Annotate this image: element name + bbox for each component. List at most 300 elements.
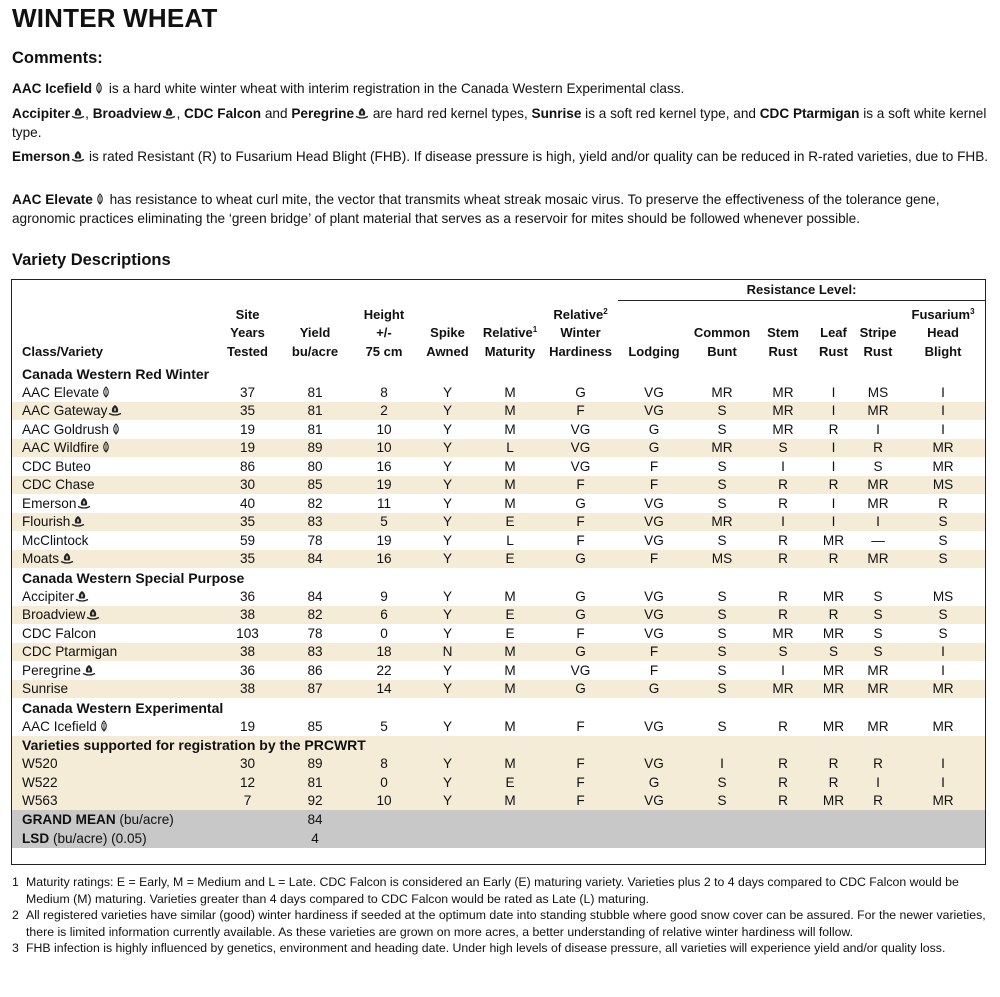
cell-winter-hardiness: F [576,625,585,641]
cell-site-years: 30 [215,476,280,495]
group-header-row [12,698,985,717]
variety-name-cell: AAC Gateway [12,402,215,421]
cell-stem-rust: I [781,662,785,678]
cell-fhb: MR [901,680,985,699]
cell-height: 22 [376,662,392,678]
col-common-bunt: Common Bunt [693,325,751,359]
table-row [12,643,985,662]
cell-height: 19 [376,532,392,548]
cell-common-bunt: I [690,755,754,774]
cell-height: 14 [350,680,418,699]
cell-common-bunt: S [690,680,754,699]
cell-spike-awned: Y [418,550,477,569]
cell-common-bunt: MR [690,439,754,458]
cell-fhb: I [901,643,985,662]
cell-common-bunt: S [717,458,727,474]
table-row [12,550,985,569]
cell-stripe-rust: MR [867,662,889,678]
cell-fhb: I [941,421,945,437]
footnote-2: 2 All registered varieties have similar (good) winter hardiness if seeded at the optimum date into standing stubble where good snow cover can be assured. For the newer varieties, there is limited information currently available. As these varieties are grown on more acres, a better understanding of relative winter hardiness will follow. [12,908,986,939]
group-header-row [12,568,985,587]
pvp-icon [98,720,110,732]
cell-height: 16 [350,550,418,569]
cell-height: 2 [350,402,418,421]
seed-icon [82,664,96,676]
cell-common-bunt: S [690,476,754,495]
cell-fhb: S [901,513,985,532]
pvp-icon [100,441,112,453]
variety-name-cell: CDC Buteo [22,458,91,474]
table-row [12,420,985,439]
cell-spike-awned: Y [442,718,453,734]
cell-yield: 87 [280,680,350,699]
variety-name-cell: AAC Icefield [12,717,215,736]
cell-site-years: 86 [239,458,256,474]
cell-fhb: S [901,606,985,625]
seed-icon [71,148,85,160]
cell-lodging: VG [618,755,690,774]
col-winter-hardiness: Relative$^2$ Winter Hardiness [549,306,612,359]
pvp-icon [94,191,106,203]
cell-yield: 81 [280,773,350,792]
lsd-label: LSD (bu/acre) (0.05) [12,829,215,848]
table-row [12,476,985,495]
cell-winter-hardiness: VG [570,662,591,678]
cell-maturity: M [504,588,516,604]
cell-stem-rust: S [754,439,812,458]
cell-spike-awned: Y [418,476,477,495]
comment-text: , [176,106,185,121]
cell-leaf-rust: I [812,439,855,458]
cell-common-bunt: S [717,588,727,604]
cell-stem-rust: I [754,513,812,532]
col-site-years: Site Years Tested [227,306,268,359]
cell-lodging: VG [644,495,664,511]
comment-text: are hard red kernel types, [369,106,532,121]
cell-stripe-rust: MR [855,476,901,495]
cell-stem-rust: MR [754,402,812,421]
footnote-1: 1 Maturity ratings: E = Early, M = Medium and L = Late. CDC Falcon is considered an Early (E) maturing variety. Varieties plus 2 to 4 days compared to CDC Falcon would be Medium (M) maturing. Varieties greater than 4 days compared to CDC Falcon would be rated as Late (L) maturing. [12,875,959,906]
cell-yield: 85 [280,476,350,495]
resistance-level-header: Resistance Level: [618,280,985,301]
cell-leaf-rust: S [812,643,855,662]
cell-spike-awned: Y [442,625,453,641]
variety-name-cell: Sunrise [12,680,215,699]
comment-paragraph-4 [12,190,992,228]
cell-leaf-rust: R [812,550,855,569]
cell-spike-awned: N [418,643,477,662]
cell-winter-hardiness: VG [543,439,618,458]
cell-leaf-rust: I [831,495,836,511]
cell-stem-rust: R [778,495,788,511]
cell-stem-rust: R [754,550,812,569]
cell-winter-hardiness: G [575,384,586,400]
cell-site-years: 35 [215,513,280,532]
cell-site-years: 7 [215,792,280,811]
table-row [12,494,985,513]
variety-table [12,280,985,848]
variety-name-cell: AAC Elevate [12,383,215,402]
table-row [12,402,985,421]
cell-lodging: G [618,680,690,699]
cell-stem-rust: R [754,606,812,625]
cell-yield: 89 [280,755,350,774]
cell-maturity: M [477,476,543,495]
group-name: Varieties supported for registration by the PRCWRT [12,736,985,755]
cell-maturity: M [477,680,543,699]
cell-common-bunt: S [717,718,727,734]
cell-stripe-rust: MR [855,550,901,569]
grand-mean-row [12,810,985,829]
cell-common-bunt: S [717,625,727,641]
cell-leaf-rust: I [812,402,855,421]
table-row [12,513,985,532]
cell-yield: 81 [280,402,350,421]
cell-maturity: M [477,643,543,662]
cell-leaf-rust: R [812,476,855,495]
cell-common-bunt: S [717,495,727,511]
cell-stem-rust: R [754,476,812,495]
cell-winter-hardiness: F [543,773,618,792]
cell-stem-rust: R [754,755,812,774]
cell-common-bunt: S [717,662,727,678]
seed-icon [60,552,74,564]
variety-name: Broadview [92,106,162,121]
cell-height: 10 [350,792,418,811]
variety-name-cell: W522 [12,773,215,792]
seed-icon [355,105,369,117]
variety-table-frame [11,279,986,865]
variety-name-cell: Peregrine [12,661,215,680]
cell-spike-awned: Y [442,384,453,400]
cell-leaf-rust: MR [822,718,845,734]
cell-winter-hardiness: G [543,680,618,699]
cell-leaf-rust: MR [812,680,855,699]
cell-common-bunt: S [690,773,754,792]
col-maturity: Relative$^1$ Maturity [482,325,538,359]
variety-name: Emerson [12,149,71,164]
cell-height: 8 [350,755,418,774]
cell-lodging: VG [618,513,690,532]
page-title: WINTER WHEAT [12,3,218,33]
cell-yield: 82 [280,606,350,625]
cell-leaf-rust: MR [822,588,845,604]
cell-leaf-rust: R [812,755,855,774]
table-row [12,587,985,606]
seed-icon [162,105,176,117]
cell-maturity: M [504,458,516,474]
cell-common-bunt: MR [690,513,754,532]
variety-name: AAC Icefield [12,81,93,96]
cell-stripe-rust: I [855,773,901,792]
cell-height: 10 [376,421,392,437]
cell-stripe-rust: MS [867,384,889,400]
cell-site-years: 19 [239,421,256,437]
cell-yield: 81 [307,421,323,437]
cell-leaf-rust: R [828,421,839,437]
cell-stem-rust: R [778,718,788,734]
lsd-row [12,829,985,848]
cell-fhb: MS [901,476,985,495]
cell-yield: 78 [307,625,323,641]
cell-yield: 89 [280,439,350,458]
summary-rows [12,810,985,848]
cell-stem-rust: R [754,773,812,792]
comment-paragraph-1 [12,79,992,98]
comment-text: is a soft red kernel type, and [581,106,760,121]
col-height: Height +/- 75 cm [363,306,405,359]
cell-winter-hardiness: F [543,755,618,774]
cell-stripe-rust: S [873,588,883,604]
cell-site-years: 38 [215,606,280,625]
cell-stripe-rust: — [871,532,885,548]
variety-name-cell: W563 [12,792,215,811]
cell-lodging: G [648,421,660,437]
cell-site-years: 38 [215,680,280,699]
cell-stem-rust: S [754,643,812,662]
cell-site-years: 40 [239,495,256,511]
cell-lodging: VG [618,606,690,625]
cell-leaf-rust: MR [822,625,845,641]
seed-icon [77,497,91,509]
variety-name-cell: Moats [12,550,215,569]
cell-maturity: M [477,402,543,421]
cell-yield: 80 [307,458,323,474]
cell-winter-hardiness: F [543,402,618,421]
table-row [12,439,985,458]
cell-stripe-rust: MR [855,680,901,699]
cell-stripe-rust: MR [855,402,901,421]
comments-heading: Comments: [12,49,103,67]
cell-maturity: E [477,606,543,625]
cell-site-years: 38 [215,643,280,662]
cell-common-bunt: S [690,643,754,662]
variety-name-cell: Flourish [12,513,215,532]
cell-maturity: E [477,513,543,532]
cell-site-years: 30 [215,755,280,774]
seed-icon [71,105,85,117]
cell-yield: 92 [280,792,350,811]
cell-fhb: MR [901,439,985,458]
cell-fhb: MR [932,718,954,734]
cell-stripe-rust: MR [867,718,889,734]
comment-paragraph-2 [12,104,992,142]
table-row [12,755,985,774]
seed-icon [71,515,85,527]
cell-maturity: M [504,662,516,678]
cell-site-years: 35 [215,402,280,421]
cell-fhb: S [938,625,948,641]
table-row [12,383,985,402]
cell-leaf-rust: MR [812,792,855,811]
table-row [12,606,985,625]
cell-spike-awned: Y [442,532,453,548]
comment-text: is rated Resistant (R) to Fusarium Head Blight (FHB). If disease pressure is high, yield and/or quality can be reduced in R-rated varieties, due to FHB. [85,149,989,164]
cell-winter-hardiness: F [543,476,618,495]
cell-lodging: F [618,476,690,495]
cell-stripe-rust: I [876,421,880,437]
cell-lodging: G [618,773,690,792]
cell-stem-rust: I [781,458,785,474]
variety-name: Sunrise [531,106,582,121]
cell-leaf-rust: MR [822,532,845,548]
cell-maturity: M [504,421,516,437]
cell-height: 5 [380,718,388,734]
cell-fhb: I [941,384,945,400]
cell-fhb: I [941,662,945,678]
cell-maturity: M [477,755,543,774]
cell-maturity: E [477,550,543,569]
cell-fhb: MS [932,588,954,604]
cell-stem-rust: MR [772,384,794,400]
cell-yield: 83 [280,513,350,532]
variety-name: CDC Ptarmigan [759,106,860,121]
cell-leaf-rust: MR [822,662,845,678]
cell-spike-awned: Y [442,458,453,474]
col-lodging: Lodging [628,343,680,359]
cell-height: 11 [376,495,392,511]
variety-name-cell: AAC Wildfire [12,439,215,458]
cell-maturity: L [477,439,543,458]
cell-yield: 81 [307,384,323,400]
cell-common-bunt: S [717,532,727,548]
cell-maturity: M [504,495,516,511]
cell-common-bunt: S [690,792,754,811]
cell-stem-rust: MR [754,680,812,699]
cell-spike-awned: Y [442,495,453,511]
cell-spike-awned: Y [418,513,477,532]
cell-winter-hardiness: VG [570,458,591,474]
group-name: Canada Western Special Purpose [22,569,245,586]
cell-common-bunt: MR [711,384,733,400]
cell-stripe-rust: R [855,755,901,774]
cell-site-years: 36 [239,662,256,678]
col-stem-rust: Stem Rust [767,325,799,359]
cell-lodging: VG [618,792,690,811]
pvp-icon [93,80,105,92]
seed-icon [75,590,89,602]
cell-height: 18 [350,643,418,662]
cell-fhb: I [901,402,985,421]
cell-fhb: R [938,495,948,511]
group-header-row [12,364,985,383]
cell-leaf-rust: I [812,513,855,532]
cell-lodging: VG [644,588,664,604]
variety-name-cell: Broadview [12,606,215,625]
variety-name-cell: McClintock [22,532,89,548]
cell-stem-rust: MR [772,421,794,437]
cell-height: 9 [380,588,388,604]
cell-stripe-rust: MR [867,495,889,511]
table-row [12,531,985,550]
cell-winter-hardiness: VG [570,421,591,437]
cell-site-years: 19 [215,439,280,458]
cell-maturity: L [506,532,514,548]
cell-spike-awned: Y [418,755,477,774]
cell-maturity: M [504,384,516,400]
column-headers [12,301,985,365]
cell-height: 10 [350,439,418,458]
cell-spike-awned: Y [418,680,477,699]
cell-lodging: G [618,439,690,458]
variety-name-cell: Accipiter [12,587,215,606]
cell-lodging: VG [644,532,664,548]
cell-stripe-rust: S [873,625,883,641]
cell-yield: 84 [280,550,350,569]
cell-height: 0 [350,773,418,792]
cell-leaf-rust: I [831,384,836,400]
variety-name-cell: Emerson [12,494,215,513]
cell-fhb: MR [932,458,954,474]
cell-fhb: I [901,773,985,792]
lsd-value: 4 [280,829,350,848]
cell-stripe-rust: S [855,643,901,662]
cell-fhb: MR [901,792,985,811]
cell-leaf-rust: R [812,773,855,792]
cell-common-bunt: S [717,421,727,437]
cell-fhb: S [938,532,948,548]
cell-height: 6 [350,606,418,625]
cell-stripe-rust: S [855,606,901,625]
grand-mean-label: GRAND MEAN (bu/acre) [12,810,215,829]
table-row [12,457,985,476]
cell-winter-hardiness: F [543,513,618,532]
cell-yield: 78 [307,532,323,548]
cell-stripe-rust: I [855,513,901,532]
comment-text: has resistance to wheat curl mite, the vector that transmits wheat streak mosaic virus. To preserve the effectiveness of the tolerance gene, agronomic practices eliminating the ‘green bridge’ of plant material that serves as a reservoir for mites should be followed whenever possible. [12,192,940,226]
comment-paragraph-3 [12,147,992,166]
cell-spike-awned: Y [418,439,477,458]
cell-stem-rust: R [778,532,788,548]
cell-spike-awned: Y [418,606,477,625]
col-stripe-rust: Stripe Rust [859,325,897,359]
cell-stem-rust: MR [772,625,794,641]
table-row [12,792,985,811]
seed-icon [86,608,100,620]
cell-height: 0 [380,625,388,641]
cell-stem-rust: R [778,588,788,604]
cell-site-years: 36 [239,588,256,604]
cell-site-years: 35 [215,550,280,569]
variety-descriptions-heading: Variety Descriptions [12,251,171,269]
group-name: Canada Western Experimental [22,699,224,716]
cell-stripe-rust: R [855,792,901,811]
cell-maturity: M [477,792,543,811]
cell-maturity: E [477,773,543,792]
cell-winter-hardiness: G [543,550,618,569]
cell-common-bunt: S [690,606,754,625]
comment-text: and [261,106,292,121]
table-row [12,624,985,643]
cell-winter-hardiness: F [576,532,585,548]
variety-name: AAC Elevate [12,192,93,207]
cell-leaf-rust: R [812,606,855,625]
cell-lodging: F [618,550,690,569]
footnote-3: 3 FHB infection is highly influenced by genetics, environment and heading date. Under high levels of disease pressure, all varieties will experience yield and/or quality loss. [12,941,946,955]
seed-icon [108,404,122,416]
cell-height: 8 [380,384,388,400]
cell-lodging: F [618,643,690,662]
cell-maturity: M [504,718,516,734]
cell-site-years: 37 [239,384,256,400]
table-row [12,773,985,792]
variety-table-body [12,364,985,810]
cell-winter-hardiness: G [543,606,618,625]
variety-name-cell: CDC Falcon [22,625,97,641]
variety-name: CDC Falcon [184,106,262,121]
cell-lodging: VG [618,402,690,421]
table-row [12,717,985,736]
